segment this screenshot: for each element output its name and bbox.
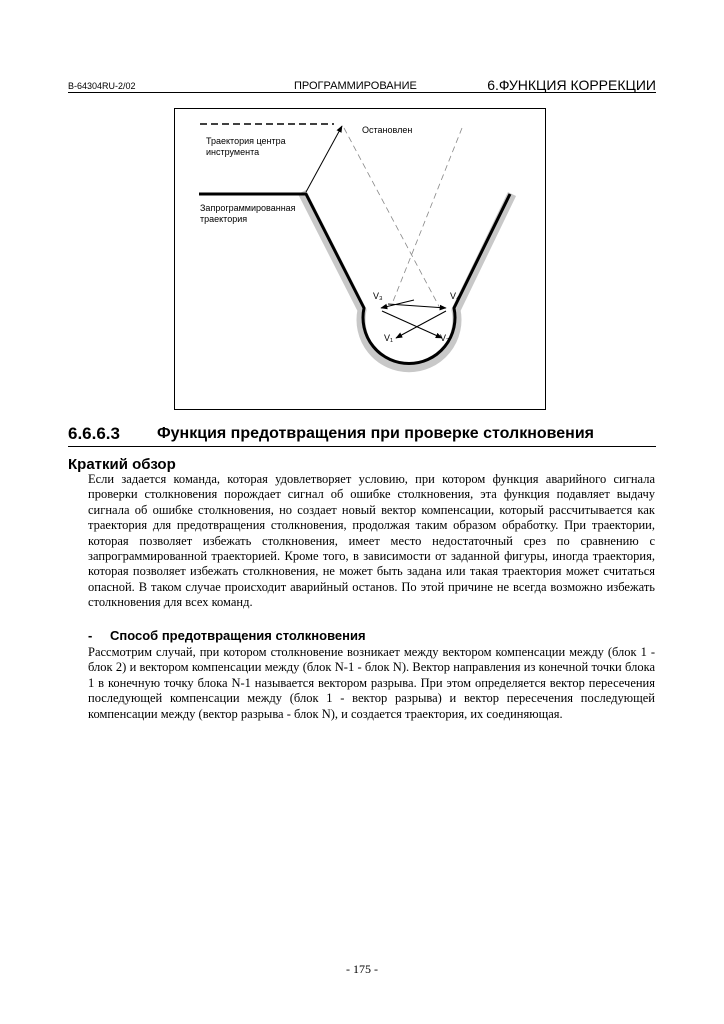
- header-chapter: 6.ФУНКЦИЯ КОРРЕКЦИИ: [487, 77, 656, 93]
- method-text: Рассмотрим случай, при котором столкновение возникает между вектором компенсации между (блок 1 - блок 2) и вектором компенсации между (блок N-1 - блок N). Вектор направления из конечной точки блока 1 в конечную точку блока N-1 называется вектором разрыва. При этом определяется вектор пересечения последующей компенсации между (блок 1 - вектор разрыва) и вектор пересечения последующей компенсации между (вектор разрыва - блок N), и создается траектория, их соединяющая.: [88, 645, 655, 721]
- label-stopped: Остановлен: [362, 125, 413, 135]
- method-dash: -: [88, 628, 93, 643]
- label-tool-path: Траектория центра инструмента: [206, 136, 286, 157]
- method-heading-text: Способ предотвращения столкновения: [110, 628, 366, 643]
- doc-code: B-64304RU-2/02: [68, 81, 136, 91]
- label-v4: V₄: [450, 291, 460, 301]
- vector-v3: [381, 300, 414, 308]
- page-number: - 175 -: [346, 962, 378, 976]
- overview-heading: Краткий обзор: [68, 456, 176, 473]
- offset-line-left: [344, 128, 442, 312]
- overview-text: Если задается команда, которая удовлетворяет условию, при котором функция аварийного сигнала проверки столкновения порождает сигнал об ошибке столкновения, эта функция подавляет выдачу сигнала об ошибке столкновения, но создает новый вектор компенсации, который рассчитывается как траектория для предотвращения столкновения, продолжая таким образом обработку. При траектории, которая позволяет избежать столкновения, имеет место недостаточный срез по сравнению с запрограммированной траекторией. Кроме того, в зависимости от заданной фигуры, иногда траектория, которая позволяет избежать столкновения, не может быть задана или такая траектория может считаться опасной. В таком случае происходит аварийный останов. По этой причине не всегда возможно избежать столкновения для всех команд.: [88, 472, 655, 610]
- section-heading: [68, 424, 656, 447]
- section-title: Функция предотвращения при проверке столкновения: [157, 425, 595, 442]
- stop-arrow: [306, 126, 342, 192]
- section-number: 6.6.6.3: [68, 424, 120, 443]
- workpiece-shadow: [302, 192, 512, 368]
- offset-line-right: [392, 128, 462, 304]
- label-v3: V₃: [373, 291, 383, 301]
- label-v2: V₂: [440, 333, 450, 343]
- label-v1: V₁: [384, 333, 394, 343]
- label-programmed: Запрограммированная траектория: [200, 203, 296, 224]
- vector-v1: [396, 311, 446, 338]
- page-header: [68, 76, 656, 93]
- vector-v4: [388, 304, 446, 308]
- header-section: ПРОГРАММИРОВАНИЕ: [294, 80, 417, 92]
- collision-figure: [174, 108, 546, 410]
